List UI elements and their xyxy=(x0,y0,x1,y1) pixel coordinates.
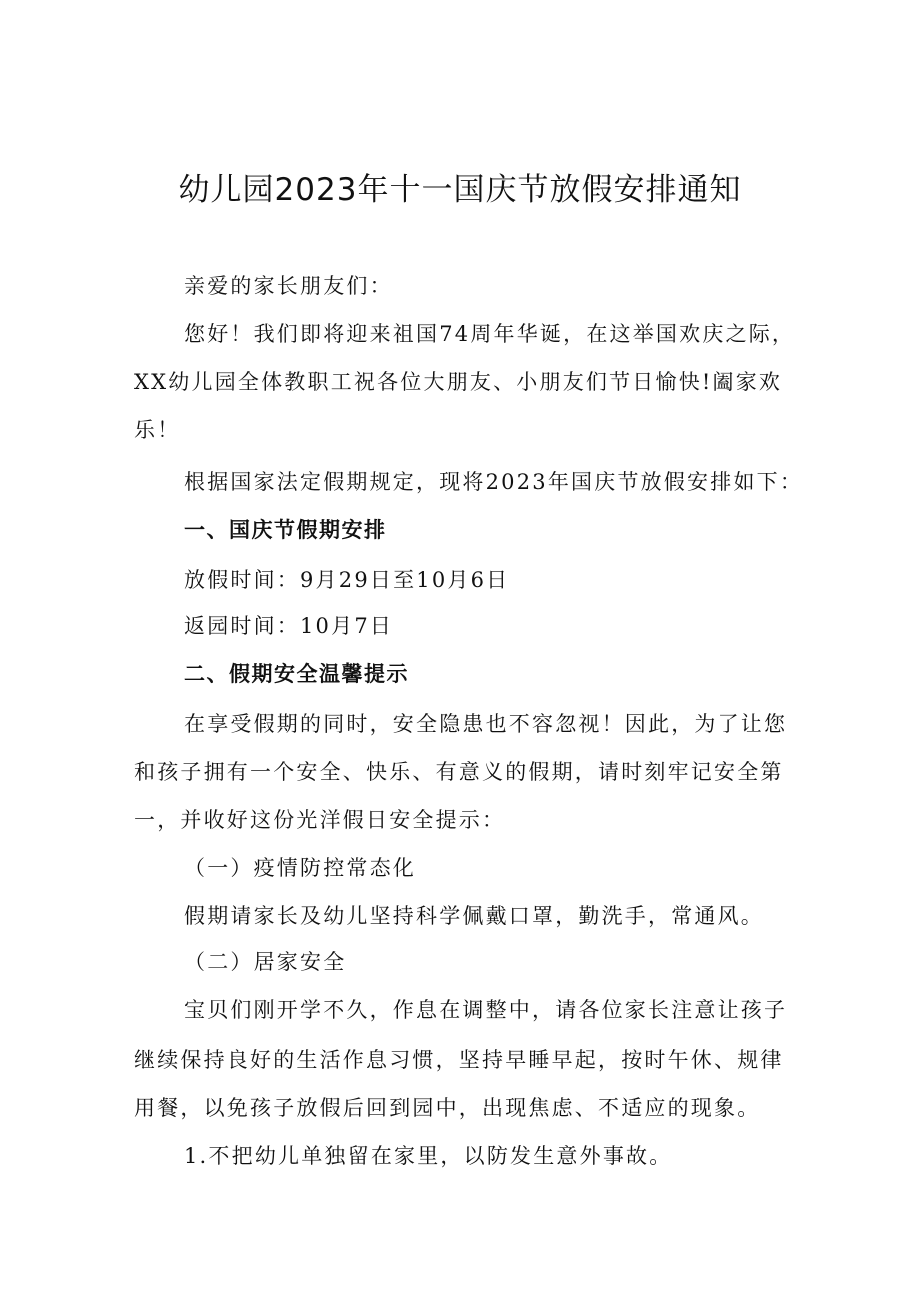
home-line-1: 宝贝们刚开学不久，作息在调整中，请各位家长注意让孩子 xyxy=(184,998,788,1022)
home-line-3: 用餐，以免孩子放假后回到园中，出现焦虑、不适应的现象。 xyxy=(134,1096,761,1120)
return-time: 返园时间：10月7日 xyxy=(184,614,394,638)
sub-1-text: 假期请家长及幼儿坚持科学佩戴口罩，勤洗手，常通风。 xyxy=(184,904,764,928)
sub-2-heading: （二）居家安全 xyxy=(184,950,347,974)
list-item-1: 1.不把幼儿单独留在家里，以防发生意外事故。 xyxy=(184,1144,673,1168)
safety-line-3: 一，并收好这份光洋假日安全提示： xyxy=(134,808,506,832)
greeting: 亲爱的家长朋友们： xyxy=(184,274,393,298)
holiday-time: 放假时间：9月29日至10月6日 xyxy=(184,568,510,592)
document-title: 幼儿园2023年十一国庆节放假安排通知 xyxy=(178,172,742,208)
basis-paragraph: 根据国家法定假期规定，现将2023年国庆节放假安排如下： xyxy=(184,470,804,494)
safety-line-2: 和孩子拥有一个安全、快乐、有意义的假期，请时刻牢记安全第 xyxy=(134,760,784,784)
home-line-2: 继续保持良好的生活作息习惯，坚持早睡早起，按时午休、规律 xyxy=(134,1048,784,1072)
intro-line-2: XX幼儿园全体教职工祝各位大朋友、小朋友们节日愉快!阖家欢 xyxy=(134,370,783,394)
intro-line-3: 乐！ xyxy=(134,418,181,442)
sub-1-heading: （一）疫情防控常态化 xyxy=(184,856,416,880)
intro-line-1: 您好！我们即将迎来祖国74周年华诞，在这举国欢庆之际， xyxy=(184,322,796,346)
safety-line-1: 在享受假期的同时，安全隐患也不容忽视！因此，为了让您 xyxy=(184,712,788,736)
section-1-heading: 一、国庆节假期安排 xyxy=(184,518,387,542)
section-2-heading: 二、假期安全温馨提示 xyxy=(184,662,409,686)
